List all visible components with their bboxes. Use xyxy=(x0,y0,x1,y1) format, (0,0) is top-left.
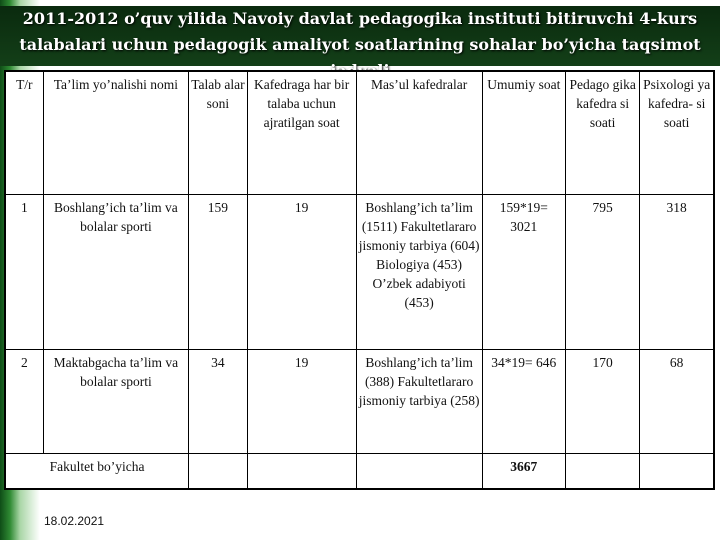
footer-total: 3667 xyxy=(482,454,565,490)
header-cell-departments: Mas’ul kafedralar xyxy=(356,71,482,195)
slide-date: 18.02.2021 xyxy=(44,514,105,528)
header-cell-number: T/r xyxy=(5,71,43,195)
header-cell-direction: Ta’lim yo’nalishi nomi xyxy=(43,71,189,195)
row-psychology: 68 xyxy=(640,350,714,454)
header-cell-pedagogy-hours: Pedago gika kafedra si soati xyxy=(565,71,639,195)
table-row xyxy=(5,350,714,454)
row-hours: 19 xyxy=(247,195,356,350)
table-row xyxy=(5,195,714,350)
row-departments: Boshlang’ich ta’lim (1511) Fakultetlararo jismoniy tarbiya (604) Biologiya (453) O’zbek adabiyoti (453) xyxy=(356,195,482,350)
header-cell-students: Talab alar soni xyxy=(189,71,247,195)
row-total: 34*19= 646 xyxy=(482,350,565,454)
slide-title xyxy=(0,6,720,66)
footer-empty-cell xyxy=(356,454,482,490)
row-direction-name: Maktabgacha ta’lim va bolalar sporti xyxy=(43,350,189,454)
table-footer-row xyxy=(5,454,714,490)
hours-distribution-table xyxy=(4,70,715,490)
row-pedagogy: 795 xyxy=(565,195,639,350)
row-direction-name: Boshlang’ich ta’lim va bolalar sporti xyxy=(43,195,189,350)
row-number: 2 xyxy=(5,350,43,454)
row-total: 159*19= 3021 xyxy=(482,195,565,350)
title-line-1: 2011-2012 o’quv yilida Navoiy davlat pedagogika instituti bitiruvchi 4-kurs xyxy=(22,9,698,28)
header-cell-total-hours: Umumiy soat xyxy=(482,71,565,195)
title-line-2: talabalari uchun pedagogik amaliyot soatlarining sohalar bo’yicha taqsimot xyxy=(19,35,701,54)
footer-empty-cell xyxy=(189,454,247,490)
header-cell-hours-per-student: Kafedraga har bir talaba uchun ajratilgan soat xyxy=(247,71,356,195)
row-students: 159 xyxy=(189,195,247,350)
row-hours: 19 xyxy=(247,350,356,454)
row-psychology: 318 xyxy=(640,195,714,350)
row-departments: Boshlang’ich ta’lim (388) Fakultetlararo jismoniy tarbiya (258) xyxy=(356,350,482,454)
header-cell-psychology-hours: Psixologi ya kafedra- si soati xyxy=(640,71,714,195)
footer-label: Fakultet bo’yicha xyxy=(5,454,189,490)
footer-empty-cell xyxy=(640,454,714,490)
row-pedagogy: 170 xyxy=(565,350,639,454)
row-students: 34 xyxy=(189,350,247,454)
row-number: 1 xyxy=(5,195,43,350)
table-header-row xyxy=(5,71,714,195)
footer-empty-cell xyxy=(247,454,356,490)
footer-empty-cell xyxy=(565,454,639,490)
